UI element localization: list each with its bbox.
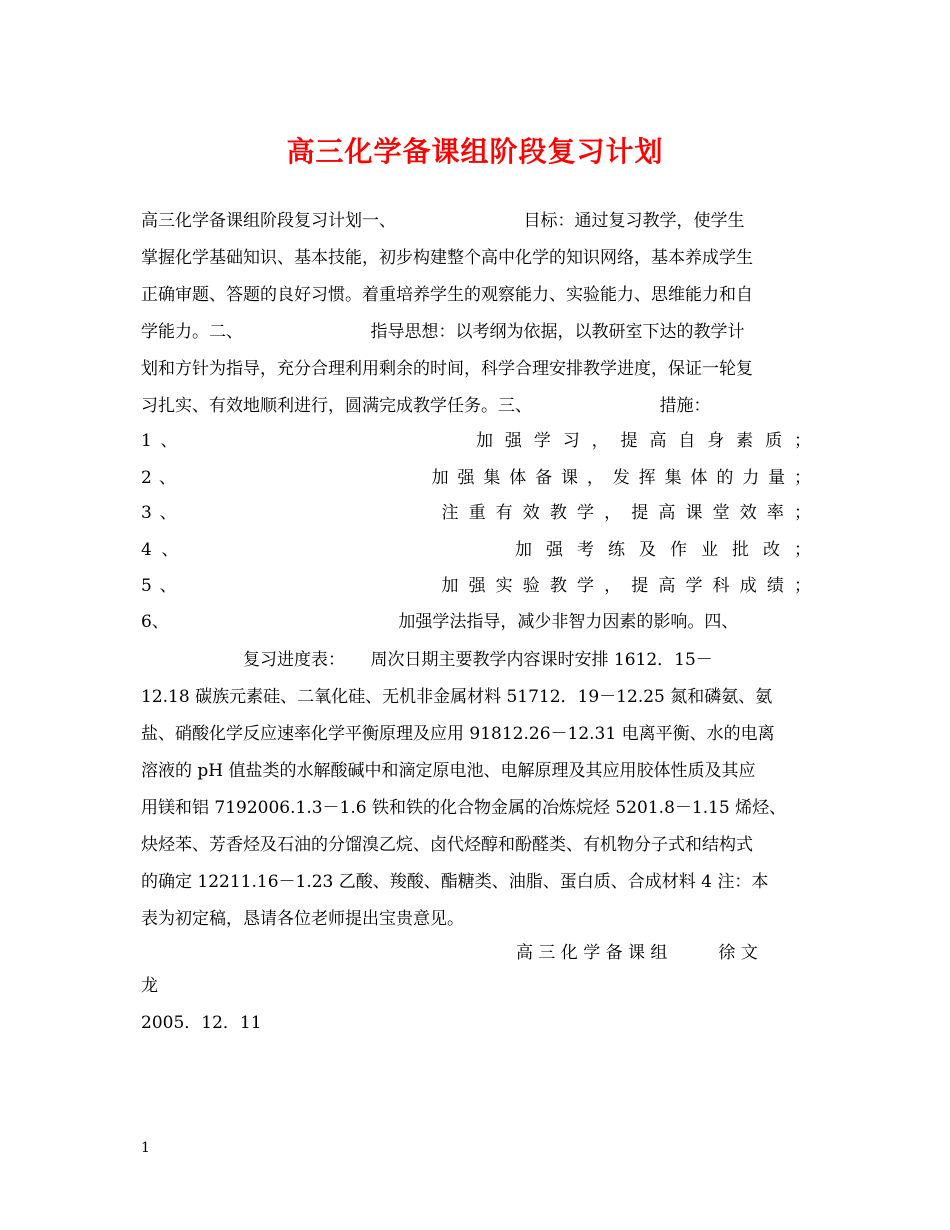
text-line: 5 、 加 强 实 验 教 学 ， 提 高 学 科 成 绩 ； <box>141 576 811 596</box>
document-date: 2005．12．11 <box>141 1013 262 1033</box>
text-line: 溶液的 pH 值盐类的水解酸碱中和滴定原电池、电解原理及其应用胶体性质及其应 <box>141 761 756 781</box>
text-line: 表为初定稿，恳请各位老师提出宝贵意见。 <box>141 909 464 929</box>
text-line: 6、 加强学法指导，减少非智力因素的影响。四、 <box>141 612 739 632</box>
text-line: 炔烃苯、芳香烃及石油的分馏溴乙烷、卤代烃醇和酚醛类、有机物分子式和结构式 <box>141 835 753 855</box>
text-line: 3 、 注 重 有 效 教 学 ， 提 高 课 堂 效 率 ； <box>141 503 811 523</box>
text-line: 2 、 加 强 集 体 备 课 ， 发 挥 集 体 的 力 量 ； <box>141 468 811 488</box>
text-line: 的确定 12211.16－1.23 乙酸、羧酸、酯糖类、油脂、蛋白质、合成材料 4 注：本 <box>141 872 769 892</box>
text-line: 高三化学备课组阶段复习计划一、 目标：通过复习教学，使学生 <box>141 211 745 231</box>
page-number: 1 <box>141 1140 150 1156</box>
text-line: 习扎实、有效地顺利进行，圆满完成教学任务。三、 措施： <box>141 396 711 416</box>
text-line: 盐、硝酸化学反应速率化学平衡原理及应用 91812.26－12.31 电离平衡、水的电离 <box>141 724 775 744</box>
text-line: 复习进度表： 周次日期主要教学内容课时安排 1612．15－ <box>141 650 713 670</box>
text-line: 掌握化学基础知识、基本技能，初步构建整个高中化学的知识网络，基本养成学生 <box>141 248 753 268</box>
text-line: 正确审题、答题的良好习惯。着重培养学生的观察能力、实验能力、思维能力和自 <box>141 285 753 305</box>
signature-line: 高 三 化 学 备 课 组 徐 文 <box>516 943 758 963</box>
page-title: 高三化学备课组阶段复习计划 <box>286 135 664 168</box>
text-line: 12.18 碳族元素硅、二氧化硅、无机非金属材料 51712．19－12.25 氮和磷氨、氨 <box>141 687 773 707</box>
text-line: 学能力。二、 指导思想：以考纲为依据，以教研室下达的教学计 <box>141 322 745 342</box>
text-line: 划和方针为指导，充分合理利用剩余的时间，科学合理安排教学进度，保证一轮复 <box>141 359 753 379</box>
text-line: 用镁和铝 7192006.1.3－1.6 铁和铁的化合物金属的冶炼烷烃 5201.8－1.15 烯烃、 <box>141 798 787 818</box>
signature-continuation: 龙 <box>141 976 158 996</box>
text-line: 1 、 加 强 学 习 ， 提 高 自 身 素 质 ； <box>141 431 811 451</box>
text-line: 4 、 加 强 考 练 及 作 业 批 改 ； <box>141 540 811 560</box>
